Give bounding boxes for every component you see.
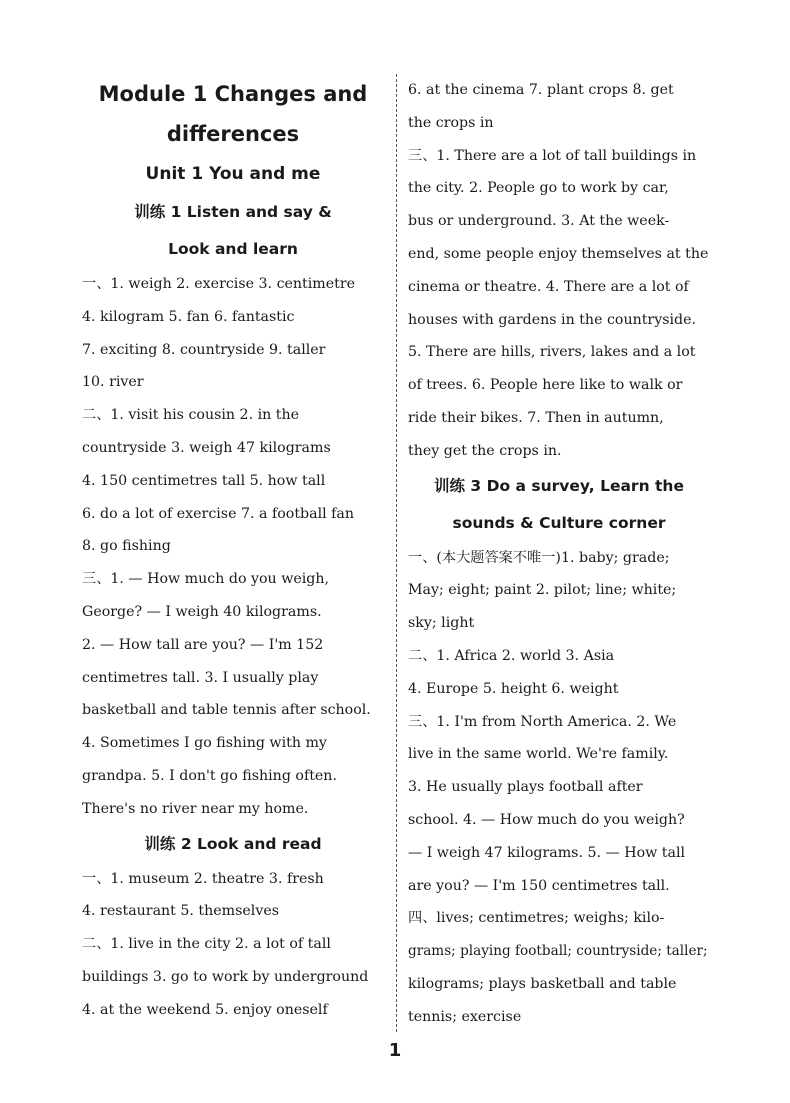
answer-line: 四、lives; centimetres; weighs; kilo-: [408, 910, 665, 927]
answer-line: 4. kilogram 5. fan 6. fantastic: [82, 308, 295, 325]
answer-line: houses with gardens in the countryside.: [408, 311, 697, 328]
answer-line: 4. Europe 5. height 6. weight: [408, 680, 619, 697]
answer-line: 10. river: [82, 374, 144, 391]
left-column: [82, 74, 384, 1027]
answer-line: 4. Sometimes I go fishing with my: [82, 735, 327, 752]
answer-line: 2. — How tall are you? — I'm 152: [82, 636, 324, 653]
answer-line: the city. 2. People go to work by car,: [408, 180, 669, 197]
module-title-line-2: differences: [166, 122, 300, 146]
answer-line: 一、(本大题答案不唯一)1. baby; grade;: [408, 549, 670, 566]
training-1-title-line-1: 训练 1 Listen and say &: [134, 203, 332, 221]
column-divider: [396, 74, 397, 1032]
answer-line: buildings 3. go to work by underground: [82, 968, 369, 985]
answer-line: May; eight; paint 2. pilot; line; white;: [408, 582, 677, 599]
training-2-answers: [82, 863, 384, 1027]
answer-line: 二、1. visit his cousin 2. in the: [82, 407, 300, 424]
answer-line: — I weigh 47 kilograms. 5. — How tall: [408, 844, 686, 861]
answer-line: centimetres tall. 3. I usually play: [82, 669, 319, 686]
training-3-answers: [408, 542, 710, 1034]
answer-line: 二、1. live in the city 2. a lot of tall: [82, 936, 331, 953]
answer-line: There's no river near my home.: [82, 800, 309, 817]
answer-line: 一、1. weigh 2. exercise 3. centimetre: [82, 276, 356, 292]
answer-line: school. 4. — How much do you weigh?: [408, 811, 685, 828]
answer-line: 6. at the cinema 7. plant crops 8. get: [408, 82, 674, 98]
answer-line: kilograms; plays basketball and table: [408, 975, 677, 992]
answer-line: ride their bikes. 7. Then in autumn,: [408, 409, 664, 426]
answer-line: 三、1. There are a lot of tall buildings in: [408, 147, 697, 164]
answer-line: grams; playing football; countryside; taller;: [408, 943, 708, 960]
answer-line: 三、1. I'm from North America. 2. We: [408, 713, 677, 730]
answer-line: countryside 3. weigh 47 kilograms: [82, 439, 331, 456]
answer-line: end, some people enjoy themselves at the: [408, 245, 709, 262]
training-1-title-line-2: Look and learn: [168, 240, 298, 258]
training-2-answers-continued: [408, 74, 710, 468]
answer-line: 8. go fishing: [82, 538, 171, 555]
answer-line: they get the crops in.: [408, 442, 562, 459]
answer-line: 一、1. museum 2. theatre 3. fresh: [82, 870, 324, 887]
answer-line: 三、1. — How much do you weigh,: [82, 571, 330, 588]
answer-line: sky; light: [408, 615, 475, 632]
module-title-line-1: Module 1 Changes and: [98, 82, 368, 106]
answer-line: cinema or theatre. 4. There are a lot of: [408, 278, 689, 295]
answer-line: 6. do a lot of exercise 7. a football fan: [82, 505, 355, 522]
answer-line: of trees. 6. People here like to walk or: [408, 377, 683, 394]
answer-line: George? — I weigh 40 kilograms.: [82, 603, 322, 620]
page-number: 1: [388, 1040, 402, 1061]
answer-line: bus or underground. 3. At the week-: [408, 213, 670, 230]
answer-line: tennis; exercise: [408, 1008, 522, 1025]
answer-line: 4. 150 centimetres tall 5. how tall: [82, 472, 326, 489]
training-3-title-line-2: sounds & Culture corner: [452, 513, 666, 532]
answer-line: 3. He usually plays football after: [408, 779, 643, 796]
training-2-title: 训练 2 Look and read: [144, 834, 322, 853]
answer-line: grandpa. 5. I don't go fishing often.: [82, 767, 337, 784]
answer-line: 4. at the weekend 5. enjoy oneself: [82, 1001, 328, 1018]
answer-line: the crops in: [408, 114, 494, 131]
right-column: [408, 74, 710, 1034]
answer-line: 7. exciting 8. countryside 9. taller: [82, 341, 326, 358]
training-3-title-line-1: 训练 3 Do a survey, Learn the: [434, 476, 684, 495]
answer-line: 4. restaurant 5. themselves: [82, 903, 280, 920]
answer-line: 二、1. Africa 2. world 3. Asia: [408, 647, 615, 664]
answer-line: basketball and table tennis after school.: [82, 702, 371, 719]
unit-title: Unit 1 You and me: [145, 164, 321, 184]
training-1-answers: [82, 268, 384, 826]
answer-line: 5. There are hills, rivers, lakes and a lot: [408, 344, 696, 361]
answer-line: are you? — I'm 150 centimetres tall.: [408, 877, 670, 894]
answer-line: live in the same world. We're family.: [408, 746, 669, 763]
